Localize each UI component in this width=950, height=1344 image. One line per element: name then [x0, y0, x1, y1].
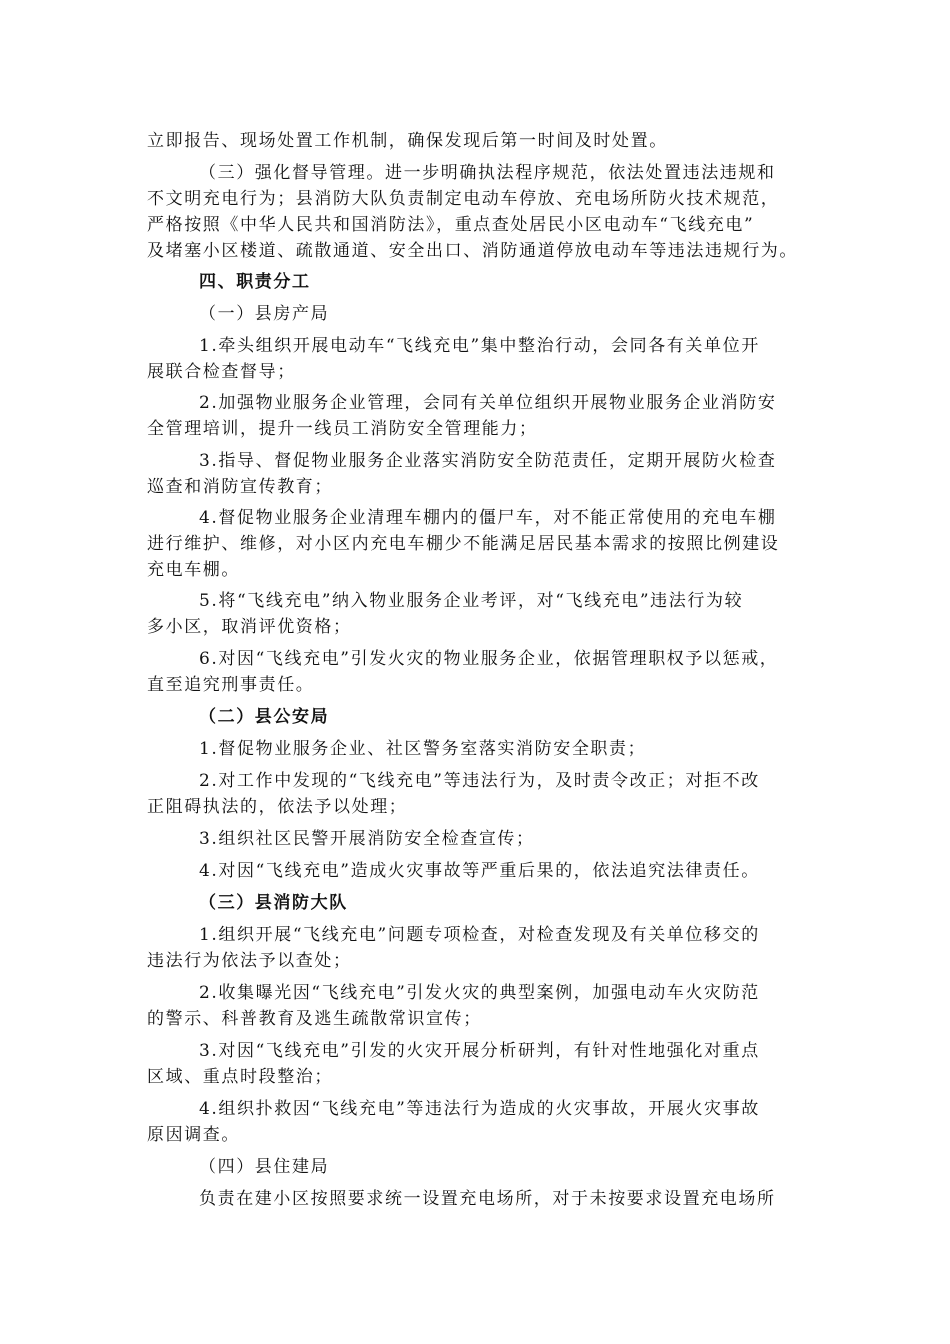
text-line: 严格按照《中华人民共和国消防法》，重点查处居民小区电动车“飞线充电”: [147, 215, 755, 235]
text-line: 违法行为依法予以查处；: [147, 951, 352, 971]
list-item: [147, 922, 807, 974]
list-item: [147, 736, 807, 762]
subsection-heading: [147, 301, 807, 327]
list-item: [147, 448, 807, 500]
text-line: 4.组织扑救因“飞线充电”等违法行为造成的火灾事故，开展火灾事故: [199, 1099, 760, 1119]
text-line: 2.加强物业服务企业管理，会同有关单位组织开展物业服务企业消防安: [199, 393, 777, 413]
list-item: [147, 980, 807, 1032]
paragraph: [147, 1186, 807, 1212]
subsection-heading: [147, 1154, 807, 1180]
list-item: [147, 1096, 807, 1148]
text-line: 1.督促物业服务企业、社区警务室落实消防安全职责；: [199, 739, 647, 759]
subsection-heading: [147, 704, 807, 730]
text-line: （三）强化督导管理。进一步明确执法程序规范，依法处置违法违规和: [199, 163, 776, 183]
list-item: [147, 858, 807, 884]
list-item: [147, 1038, 807, 1090]
text-line: 巡查和消防宣传教育；: [147, 477, 333, 497]
text-line: 全管理培训，提升一线员工消防安全管理能力；: [147, 419, 538, 439]
text-line: 3.指导、督促物业服务企业落实消防安全防范责任，定期开展防火检查: [199, 451, 777, 471]
text-line: 直至追究刑事责任。: [147, 675, 315, 695]
text-line: 3.对因“飞线充电”引发的火灾开展分析研判，有针对性地强化对重点: [199, 1041, 760, 1061]
text-line: （四）县住建局: [199, 1157, 330, 1177]
text-line: 5.将“飞线充电”纳入物业服务企业考评，对“飞线充电”违法行为较: [199, 591, 744, 611]
list-item: [147, 505, 807, 583]
text-line: 负责在建小区按照要求统一设置充电场所，对于未按要求设置充电场所: [199, 1189, 776, 1209]
section-heading: [147, 269, 807, 295]
text-line: 展联合检查督导；: [147, 362, 296, 382]
text-line: （二）县公安局: [199, 707, 330, 727]
text-line: 进行维护、维修，对小区内充电车棚少不能满足居民基本需求的按照比例建设: [147, 534, 780, 554]
text-line: 立即报告、现场处置工作机制，确保发现后第一时间及时处置。: [147, 131, 668, 151]
text-line: 四、职责分工: [199, 272, 311, 292]
text-line: 2.收集曝光因“飞线充电”引发火灾的典型案例，加强电动车火灾防范: [199, 983, 760, 1003]
text-line: 2.对工作中发现的“飞线充电”等违法行为，及时责令改正；对拒不改: [199, 771, 760, 791]
subsection-heading: [147, 890, 807, 916]
text-line: 的警示、科普教育及逃生疏散常识宣传；: [147, 1009, 482, 1029]
text-line: 1.牵头组织开展电动车“飞线充电”集中整治行动，会同各有关单位开: [199, 336, 760, 356]
text-line: 4.督促物业服务企业清理车棚内的僵尸车，对不能正常使用的充电车棚: [199, 508, 777, 528]
paragraph-reporting-mechanism: [147, 128, 807, 154]
text-line: 1.组织开展“飞线充电”问题专项检查，对检查发现及有关单位移交的: [199, 925, 760, 945]
list-item: [147, 826, 807, 852]
text-line: 原因调查。: [147, 1125, 240, 1145]
list-item: [147, 588, 807, 640]
text-line: 及堵塞小区楼道、疏散通道、安全出口、消防通道停放电动车等违法违规行为。: [147, 241, 798, 261]
text-line: 3.组织社区民警开展消防安全检查宣传；: [199, 829, 535, 849]
text-line: 正阻碍执法的，依法予以处理；: [147, 797, 408, 817]
text-line: （三）县消防大队: [199, 893, 348, 913]
list-item: [147, 768, 807, 820]
paragraph-supervision: [147, 160, 807, 264]
text-line: 4.对因“飞线充电”造成火灾事故等严重后果的，依法追究法律责任。: [199, 861, 760, 881]
text-line: 不文明充电行为；县消防大队负责制定电动车停放、充电场所防火技术规范，: [147, 189, 780, 209]
text-line: 多小区，取消评优资格；: [147, 617, 352, 637]
list-item: [147, 646, 807, 698]
text-line: 区域、重点时段整治；: [147, 1067, 333, 1087]
text-line: 6.对因“飞线充电”引发火灾的物业服务企业，依据管理职权予以惩戒，: [199, 649, 779, 669]
text-line: 充电车棚。: [147, 560, 240, 580]
list-item: [147, 390, 807, 442]
list-item: [147, 333, 807, 385]
text-line: （一）县房产局: [199, 304, 330, 324]
